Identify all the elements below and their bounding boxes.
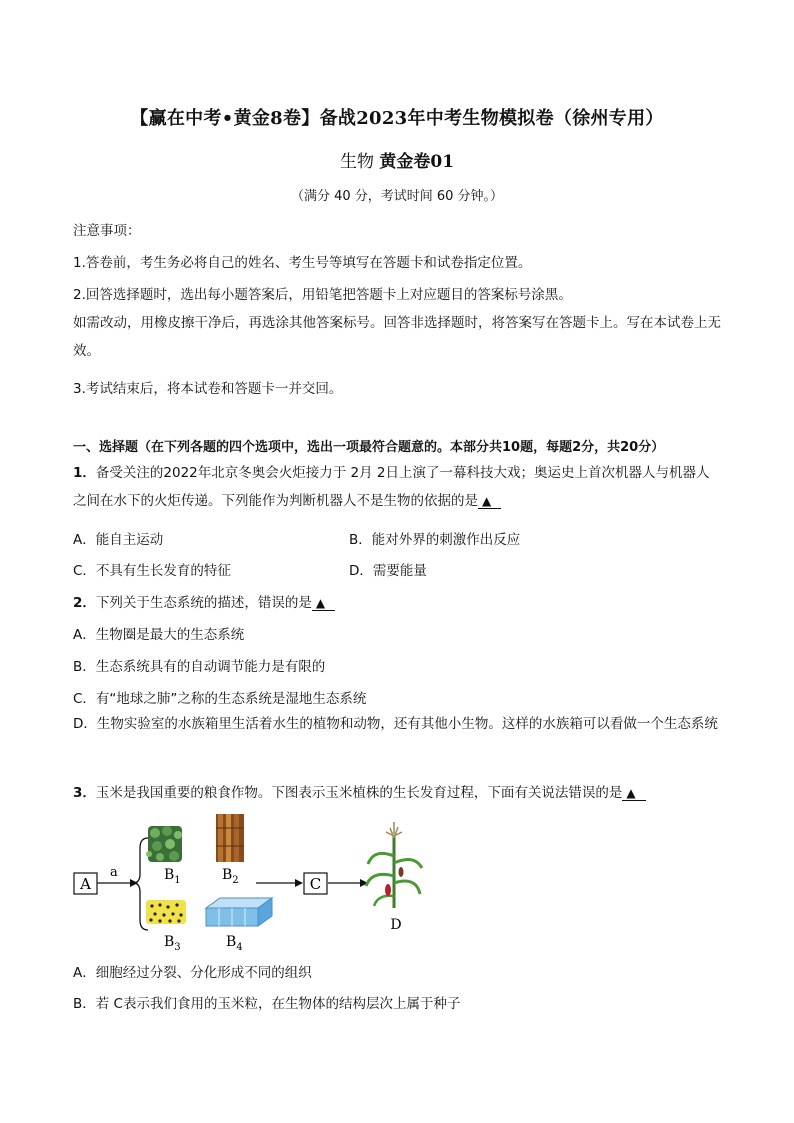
note-item-2: 2.回答选择题时，选出每小题答案后，用铅笔把答题卡上对应题目的答案标号涂黑。 bbox=[73, 287, 572, 303]
question-2 bbox=[73, 591, 335, 611]
question-number: 2． bbox=[73, 595, 96, 611]
question-number: 3． bbox=[73, 785, 96, 801]
q3-option-b: B．若 C表示我们食用的玉米粒，在生物体的结构层次上属于种子 bbox=[73, 996, 461, 1012]
tissue-b4-image bbox=[206, 898, 272, 926]
note-item-1: 1.答卷前，考生务必将自己的姓名、考生号等填写在答题卡和试卷指定位置。 bbox=[73, 255, 532, 271]
answer-blank: ▲ bbox=[478, 494, 501, 509]
exam-title: 【赢在中考•黄金8卷】备战2023年中考生物模拟卷（徐州专用） bbox=[130, 108, 664, 129]
q1-option-b: B．能对外界的刺激作出反应 bbox=[349, 532, 521, 548]
tissue-b3-image bbox=[146, 900, 186, 924]
question-1 bbox=[73, 459, 723, 515]
question-3 bbox=[73, 781, 646, 801]
tissue-b2-image bbox=[216, 814, 244, 862]
notes-heading: 注意事项： bbox=[73, 223, 141, 239]
note-item-2-cont: 如需改动，用橡皮擦干净后，再选涂其他答案标号。回答非选择题时，将答案写在答题卡上。写在本试卷上无效。 bbox=[73, 315, 721, 359]
q2-option-b: B．生态系统具有的自动调节能力是有限的 bbox=[73, 659, 326, 675]
question-text: 备受关注的2022年北京冬奥会火炬接力于 2月 2日上演了一幕科技大戏；奥运史上首次机器人与机器人之间在水下的火炬传递。下列能作为判断机器人不是生物的依据的是 bbox=[73, 465, 710, 509]
label-b2: $B_2$ bbox=[222, 867, 239, 886]
question-text: 下列关于生态系统的描述，错误的是 bbox=[95, 595, 312, 611]
label-a-small: a bbox=[110, 865, 118, 880]
corn-plant-image bbox=[366, 822, 422, 908]
q1-option-a: A．能自主运动 bbox=[73, 532, 164, 548]
label-c: C bbox=[309, 875, 322, 893]
q2-option-d: D．生物实验室的水族箱里生活着水生的植物和动物，还有其他小生物。这样的水族箱可以看做一个生态系统 bbox=[73, 716, 718, 732]
label-b4: $B_4$ bbox=[226, 934, 243, 953]
q2-option-c: C．有“地球之肺”之称的生态系统是湿地生态系统 bbox=[73, 691, 367, 707]
section-heading: 一、选择题（在下列各题的四个选项中，选出一项最符合题意的。本部分共10题，每题2分，共20分） bbox=[73, 440, 665, 455]
label-b3: $B_3$ bbox=[164, 934, 181, 953]
answer-blank: ▲ bbox=[622, 786, 645, 801]
q1-option-c: C．不具有生长发育的特征 bbox=[73, 563, 231, 579]
tissue-b1-image bbox=[146, 826, 182, 862]
q2-option-a: A．生物圈是最大的生态系统 bbox=[73, 627, 245, 643]
exam-subtitle bbox=[0, 147, 794, 172]
subject-label: 生物 bbox=[339, 152, 374, 172]
arrow-to-c-head bbox=[295, 879, 303, 887]
label-a: A bbox=[80, 875, 91, 893]
note-item-3: 3.考试结束后，将本试卷和答题卡一并交回。 bbox=[73, 381, 343, 397]
q3-option-a: A．细胞经过分裂、分化形成不同的组织 bbox=[73, 965, 312, 981]
label-d: D bbox=[390, 917, 402, 933]
paper-name: 黄金卷01 bbox=[379, 152, 455, 172]
score-note: （满分 40 分，考试时间 60 分钟。） bbox=[290, 189, 504, 204]
answer-blank: ▲ bbox=[312, 596, 335, 611]
q1-option-d: D．需要能量 bbox=[349, 563, 427, 579]
question-text: 玉米是我国重要的粮食作物。下图表示玉米植株的生长发育过程，下面有关说法错误的是 bbox=[95, 785, 623, 801]
question-number: 1． bbox=[73, 465, 96, 481]
corn-growth-diagram bbox=[60, 808, 440, 958]
label-b1: $B_1$ bbox=[164, 867, 181, 886]
